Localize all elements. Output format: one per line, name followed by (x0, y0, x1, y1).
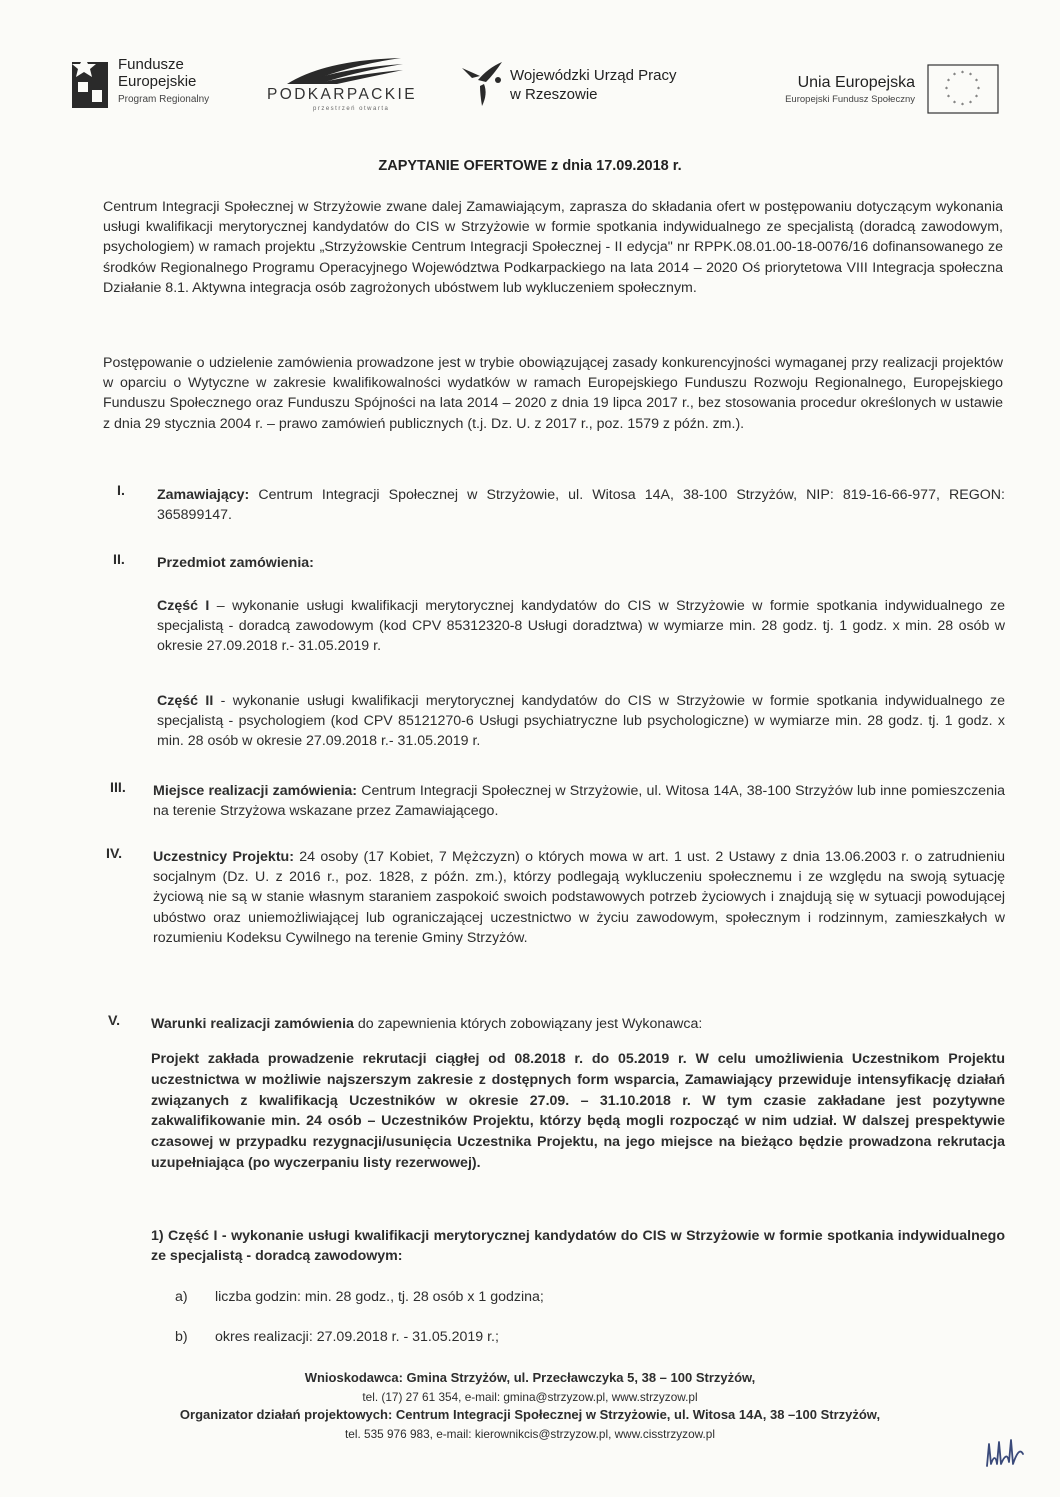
svg-text:*: * (969, 72, 972, 79)
section-1-text: Centrum Integracji Społecznej w Strzyżowie, ul. Witosa 14A, 38-100 Strzyżów, NIP: 819-16-66-977, REGON: 365899147. (157, 487, 1005, 524)
svg-text:*: * (947, 78, 950, 85)
part-1-label: Część I (157, 598, 210, 614)
podkarpackie-logo (265, 56, 425, 118)
section-4-text: 24 osoby (17 Kobiet, 7 Mężczyzn) o których mowa w art. 1 ust. 2 Ustawy z dnia 13.06.2003 r. o zatrudnieniu socjalnym (Dz. U. z 2016 r., poz. 1828, z późn. zm.), którzy podlegają wykluczeniu społecznemu i ze względu na swoją sytuację życiową nie są w stanie własnym staraniem zaspokoić swoich podstawowych potrzeb życiowych i znajdują się w sytuacji powodującej ubóstwo oraz uniemożliwiającej lub ograniczającej uczestnictwo w życiu zawodowym, społecznym i rodzinnym, zamieszkałych w rozumieniu Kodeksu Cywilnego na terenie Gminy Strzyżów. (153, 849, 1005, 946)
svg-text:*: * (961, 102, 964, 109)
fe-emblem-icon (70, 54, 114, 110)
section-3-body (153, 781, 1005, 821)
handwritten-initials-signature (983, 1434, 1027, 1474)
section-4-body (153, 847, 1005, 948)
list-item-text: liczba godzin: min. 28 godz., tj. 28 osób x 1 godzina; (215, 1289, 544, 1305)
list-item (175, 1289, 544, 1305)
section-5-text: do zapewnienia których zobowiązany jest Wykonawca: (353, 1016, 703, 1032)
fe-line2: Europejskie (118, 73, 197, 90)
wup-line2: w Rzeszowie (510, 86, 598, 103)
section-5-bold-paragraph: Projekt zakłada prowadzenie rekrutacji ciągłej od 08.2018 r. do 05.2019 r. W celu umożliwienia Uczestnikom Projektu uczestnictwa w możliwie najszerszym zakresie z dostępnych form wsparcia, Zamawiający przewiduje intensyfikację działań związanych z kwalifikacją Uczestników w okresie 27.09. – 31.10.2018 r. W tym czasie zakładane jest pozytywne zakwalifikowanie min. 24 osób – Uczestników Projektu, którzy będą mogli rozpocząć w nim udział. W dalszej prespektywie czasowej w przypadku rezygnacji/usunięcia Uczestnika Projektu, na jego miejsce na bieżąco będzie prowadzona rekrutacja uzupełniająca (po wyczerpaniu listy rezerwowej). (151, 1051, 1005, 1171)
svg-text:*: * (947, 94, 950, 101)
unia-europejska-logo (755, 64, 1005, 120)
section-2-label: Przedmiot zamówienia: (157, 555, 314, 571)
section-2-part-1 (157, 596, 1005, 657)
document-title: ZAPYTANIE OFERTOWE z dnia 17.09.2018 r. (378, 158, 682, 174)
section-1-number: I. (117, 483, 125, 499)
section-4-number: IV. (106, 846, 123, 862)
section-2-part-2 (157, 691, 1005, 752)
footer-line-3: Organizator działań projektowych: Centrum Integracji Społecznej w Strzyżowie, ul. Witosa 14A, 38 –100 Strzyżów, (179, 1407, 881, 1422)
ue-line2: Europejski Fundusz Społeczny (785, 94, 915, 105)
intro-paragraph-2: Postępowanie o udzielenie zamówienia prowadzone jest w trybie obowiązującej zasady konkurencyjności wymaganej przy realizacji projektów w oparciu o Wytyczne w zakresie kwalifikowalności wydatków w ramach Europejskiego Funduszu Rozwoju Regionalnego, Europejskiego Funduszu Społecznego oraz Funduszu Spójności na lata 2014 – 2020 z dnia 19 lipca 2017 r., bez stosowania procedur określonych w ustawie z dnia 29 stycznia 2004 r. – prawo zamówień publicznych (t.j. Dz. U. z 2017 r., poz. 1579 z późn. zm.). (103, 355, 1003, 432)
list-item-marker: a) (175, 1289, 188, 1305)
section-5-label: Warunki realizacji zamówienia (151, 1016, 354, 1032)
list-item (175, 1329, 499, 1345)
podkarpackie-tagline: przestrzeń otwarta (313, 106, 390, 112)
ue-line1: Unia Europejska (797, 74, 915, 91)
fundusze-europejskie-logo (70, 54, 250, 114)
wup-bird-icon (458, 58, 508, 108)
wup-line1: Wojewódzki Urząd Pracy (510, 67, 677, 84)
list-item-marker: b) (175, 1329, 188, 1345)
footer-line-2: tel. (17) 27 61 354, e-mail: gmina@strzyzow.pl, www.strzyzow.pl (362, 1389, 698, 1404)
part-2-label: Część II (157, 693, 214, 709)
svg-text:*: * (969, 100, 972, 107)
list-item-text: okres realizacji: 27.09.2018 r. - 31.05.2019 r.; (215, 1329, 499, 1345)
svg-text:*: * (975, 78, 978, 85)
part-1-text: – wykonanie usługi kwalifikacji merytorycznej kandydatów do CIS w Strzyżowie w formie spotkania indywidualnego ze specjalistą - doradcą zawodowym (kod CPV 85312320-8 Usługi doradztwa) w wymiarze min. 28 godz. tj. 1 godz. x min. 28 osób w okresie 27.09.2018 r.- 31.05.2019 r. (157, 598, 1005, 655)
section-5-heading (151, 1014, 1005, 1034)
svg-text:*: * (975, 94, 978, 101)
svg-text:*: * (953, 100, 956, 107)
svg-text:*: * (961, 70, 964, 77)
intro-paragraph-1: Centrum Integracji Społecznej w Strzyżowie zwane dalej Zamawiającym, zaprasza do składania ofert w postępowaniu dotyczącym wykonania usługi kwalifikacji merytorycznej kandydatów do CIS w Strzyżowie w formie spotkania indywidualnego ze specjalistą (doradcą zawodowym, psychologiem) w ramach projektu „Strzyżowskie Centrum Integracji Społecznej - II edycja" nr RPPK.08.01.00-18-0076/16 dofinansowanego ze środków Regionalnego Programu Operacyjnego Województwa Podkarpackiego na lata 2014 – 2020 Oś priorytetowa VIII Integracja społeczna Działanie 8.1. Aktywna integracja osób zagrożonych ubóstwem lub wykluczeniem społecznym. (103, 199, 1003, 296)
section-3-number: III. (110, 780, 126, 796)
section-1-label: Zamawiający: (157, 487, 250, 503)
podkarpackie-swoosh-icon (285, 56, 405, 86)
fe-line3: Program Regionalny (118, 94, 210, 105)
svg-text:*: * (945, 86, 948, 93)
part-2-text: - wykonanie usługi kwalifikacji merytorycznej kandydatów do CIS w Strzyżowie w formie spotkania indywidualnego ze specjalistą - psychologiem (kod CPV 85121270-6 Usługi psychiatryczne lub psychologiczne) w wymiarze min. 28 godz. tj. 1 godz. x min. 28 osób w okresie 27.09.2018 r.- 31.05.2019 r. (157, 693, 1005, 750)
section-4-label: Uczestnicy Projektu: (153, 849, 294, 865)
eu-flag-icon (927, 64, 999, 114)
footer-line-1: Wnioskodawca: Gmina Strzyżów, ul. Przecławczyka 5, 38 – 100 Strzyżów, (304, 1370, 756, 1385)
svg-text:*: * (953, 72, 956, 79)
podkarpackie-name: PODKARPACKIE (267, 86, 417, 103)
page-footer (0, 1369, 1060, 1443)
section-2-number: II. (113, 552, 125, 568)
section-3-text: Centrum Integracji Społecznej w Strzyżowie, ul. Witosa 14A, 38-100 Strzyżów lub inne pomieszczenia na terenie Strzyżowa wskazane przez Zamawiającego. (153, 783, 1005, 820)
fe-line1: Fundusze (118, 56, 184, 73)
section-2-heading (157, 553, 1005, 573)
footer-line-4: tel. 535 976 983, e-mail: kierownikcis@strzyzow.pl, www.cisstrzyzow.pl (345, 1426, 715, 1441)
wup-logo (458, 58, 718, 112)
svg-text:*: * (977, 86, 980, 93)
section-5-number: V. (108, 1013, 121, 1029)
section-3-label: Miejsce realizacji zamówienia: (153, 783, 358, 799)
section-1-body (157, 485, 1005, 525)
section-5-subheading: 1) Część I - wykonanie usługi kwalifikacji merytorycznej kandydatów do CIS w Strzyżowie w formie spotkania indywidualnego ze specjalistą - doradcą zawodowym: (151, 1228, 1005, 1265)
